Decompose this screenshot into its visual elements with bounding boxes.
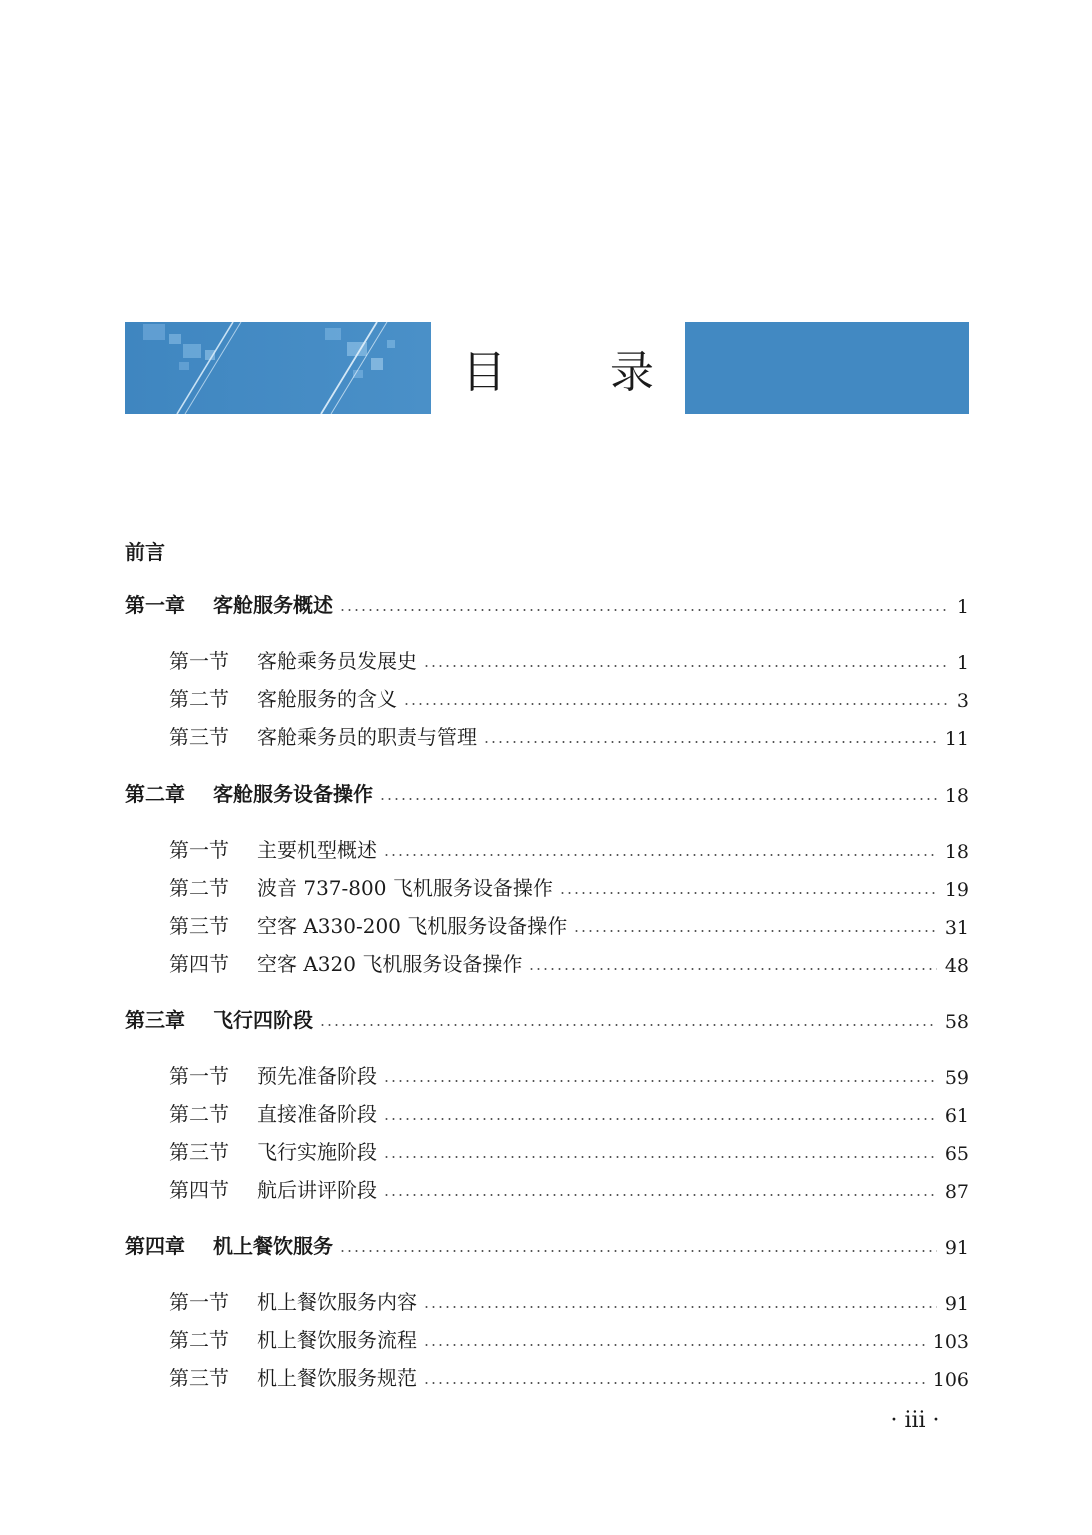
section-page-number: 19 xyxy=(944,879,969,901)
section-label: 第一节 xyxy=(169,1064,229,1088)
toc-section-3-2[interactable] xyxy=(125,1099,969,1127)
toc-chapter-4[interactable] xyxy=(125,1231,969,1259)
toc-section-2-4[interactable] xyxy=(125,949,969,977)
dot-leader xyxy=(423,1344,925,1346)
section-title: 客舱乘务员发展史 xyxy=(257,649,417,673)
section-label: 第一节 xyxy=(169,838,229,862)
banner-decoration-right xyxy=(685,322,969,414)
banner-pattern-graphic xyxy=(125,322,431,414)
dot-leader xyxy=(339,609,947,611)
section-title: 空客 A330-200 飞机服务设备操作 xyxy=(257,914,568,938)
section-title: 空客 A320 飞机服务设备操作 xyxy=(257,952,523,976)
toc-chapter-3[interactable] xyxy=(125,1005,969,1033)
chapter-label: 第四章 xyxy=(125,1234,185,1258)
section-page-number: 18 xyxy=(944,841,969,863)
toc-chapter-2[interactable] xyxy=(125,779,969,807)
chapter-title: 飞行四阶段 xyxy=(213,1008,313,1032)
chapter-page-number: 1 xyxy=(956,596,969,618)
section-label: 第二节 xyxy=(169,687,229,711)
banner-decoration-left xyxy=(125,322,431,414)
section-page-number: 3 xyxy=(956,690,969,712)
section-label: 第一节 xyxy=(169,1290,229,1314)
section-label: 第四节 xyxy=(169,952,229,976)
toc-section-3-3[interactable] xyxy=(125,1137,969,1165)
toc-section-3-4[interactable] xyxy=(125,1175,969,1203)
chapter-title: 客舱服务设备操作 xyxy=(213,782,373,806)
chapter-label: 第一章 xyxy=(125,593,185,617)
section-label: 第一节 xyxy=(169,649,229,673)
section-title: 主要机型概述 xyxy=(257,838,377,862)
section-title: 飞行实施阶段 xyxy=(257,1140,377,1164)
section-page-number: 59 xyxy=(944,1067,969,1089)
chapter-page-number: 91 xyxy=(944,1237,969,1259)
section-title: 航后讲评阶段 xyxy=(257,1178,377,1202)
dot-leader xyxy=(379,798,937,800)
section-label: 第三节 xyxy=(169,914,229,938)
section-page-number: 91 xyxy=(944,1293,969,1315)
toc-section-2-3[interactable] xyxy=(125,911,969,939)
toc-section-2-2[interactable] xyxy=(125,873,969,901)
dot-leader xyxy=(339,1250,937,1252)
section-label: 第四节 xyxy=(169,1178,229,1202)
chapter-page-number: 18 xyxy=(944,785,969,807)
dot-leader xyxy=(528,968,936,970)
dot-leader xyxy=(383,1080,937,1082)
section-title: 机上餐饮服务内容 xyxy=(257,1290,417,1314)
toc-section-4-1[interactable] xyxy=(125,1287,969,1315)
toc-section-3-1[interactable] xyxy=(125,1061,969,1089)
section-page-number: 48 xyxy=(944,955,969,977)
toc-section-1-1[interactable] xyxy=(125,646,969,674)
section-label: 第三节 xyxy=(169,725,229,749)
dot-leader xyxy=(383,1194,937,1196)
section-page-number: 106 xyxy=(932,1369,969,1391)
section-page-number: 1 xyxy=(956,652,969,674)
dot-leader xyxy=(559,892,937,894)
dot-leader xyxy=(319,1024,937,1026)
toc-section-4-3[interactable] xyxy=(125,1363,969,1391)
section-page-number: 61 xyxy=(944,1105,969,1127)
chapter-label: 第三章 xyxy=(125,1008,185,1032)
page-title: 目 录 xyxy=(462,347,684,398)
section-title: 机上餐饮服务流程 xyxy=(257,1328,417,1352)
toc-section-4-2[interactable] xyxy=(125,1325,969,1353)
toc-section-1-2[interactable] xyxy=(125,684,969,712)
section-label: 第二节 xyxy=(169,1102,229,1126)
dot-leader xyxy=(573,930,937,932)
section-page-number: 87 xyxy=(944,1181,969,1203)
dot-leader xyxy=(423,1382,925,1384)
section-page-number: 65 xyxy=(944,1143,969,1165)
section-label: 第二节 xyxy=(169,1328,229,1352)
page-number: · iii · xyxy=(890,1408,940,1433)
dot-leader xyxy=(403,703,947,705)
dot-leader xyxy=(383,1156,937,1158)
dot-leader xyxy=(483,741,937,743)
section-label: 第三节 xyxy=(169,1366,229,1390)
section-title: 机上餐饮服务规范 xyxy=(257,1366,417,1390)
toc-preface[interactable]: 前言 xyxy=(125,540,165,564)
section-page-number: 11 xyxy=(944,728,969,750)
dot-leader xyxy=(383,854,937,856)
section-title: 预先准备阶段 xyxy=(257,1064,377,1088)
section-title: 波音 737-800 飞机服务设备操作 xyxy=(257,876,553,900)
dot-leader xyxy=(423,665,947,667)
chapter-page-number: 58 xyxy=(944,1011,969,1033)
section-title: 客舱服务的含义 xyxy=(257,687,397,711)
section-page-number: 31 xyxy=(944,917,969,939)
section-title: 直接准备阶段 xyxy=(257,1102,377,1126)
section-title: 客舱乘务员的职责与管理 xyxy=(257,725,477,749)
toc-section-2-1[interactable] xyxy=(125,835,969,863)
section-page-number: 103 xyxy=(932,1331,969,1353)
dot-leader xyxy=(423,1306,937,1308)
dot-leader xyxy=(383,1118,937,1120)
toc-chapter-1[interactable] xyxy=(125,590,969,618)
chapter-title: 机上餐饮服务 xyxy=(213,1234,333,1258)
chapter-label: 第二章 xyxy=(125,782,185,806)
section-label: 第三节 xyxy=(169,1140,229,1164)
chapter-title: 客舱服务概述 xyxy=(213,593,333,617)
toc-section-1-3[interactable] xyxy=(125,722,969,750)
section-label: 第二节 xyxy=(169,876,229,900)
toc-banner xyxy=(125,322,969,414)
